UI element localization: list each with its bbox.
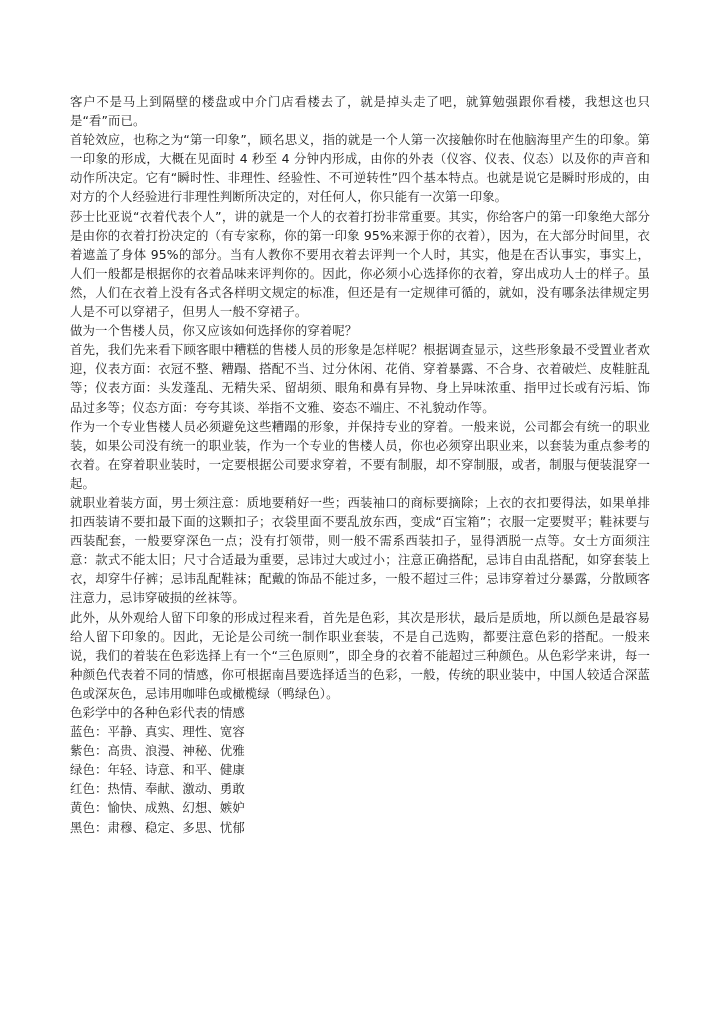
color-item-green: 绿色：年轻、诗意、和平、健康 — [70, 762, 245, 778]
color-item-purple: 紫色：高贵、浪漫、神秘、优雅 — [70, 743, 245, 759]
color-item-red: 红色：热情、奉献、激动、勇敢 — [70, 781, 245, 797]
paragraph-shakespeare-clothing: 莎士比亚说“衣着代表个人”，讲的就是一个人的衣着打扮非常重要。其实，你给客户的第一印象绝大部分是由你的衣着打扮决定的（有专家称，你的第一印象 95%来源于你的衣着），因为，在大部分时间里，衣着遮盖了身体 95%的部分。当有人教你不要用衣着去评判一个人时，其实，他是在否认事实，事实上，人们一般都是根据你的衣着品味来评判你的。因此，你必须小心选择你的衣着，穿出成功人士的样子。虽然，人们在衣着上没有各式各样明文规定的标准，但还是有一定规律可循的，就如，没有哪条法律规定男人是不可以穿裙子，但男人一般不穿裙子。 — [70, 208, 650, 320]
paragraph-dress-rules: 就职业着装方面，男士须注意：质地要稍好一些；西装袖口的商标要摘除；上衣的衣扣要得法，如果单排扣西装请不要扣最下面的这颗扣子；衣袋里面不要乱放东西，变成“百宝箱”；衣服一定要熨平；鞋袜要与西装配套，一般要穿深色一点；没有打领带，则一般不需系西装扣子，显得洒脱一点等。女士方面须注意：款式不能太旧；尺寸合适最为重要，忌讳过大或过小；注意正确搭配，忌讳自由乱搭配，如穿套装上衣，却穿牛仔裤；忌讳乱配鞋袜；配戴的饰品不能过多，一般不超过三件；忌讳穿着过分暴露，分散顾客注意力，忌讳穿破损的丝袜等。 — [70, 494, 650, 606]
color-emotion-list — [70, 722, 650, 837]
color-item-yellow: 黄色：愉快、成熟、幻想、嫉妒 — [70, 800, 245, 816]
paragraph-professional-attire: 作为一个专业售楼人员必须避免这些糟蹋的形象，并保持专业的穿着。一般来说，公司都会有统一的职业装，如果公司没有统一的职业装，作为一个专业的售楼人员，你也必须穿出职业来，以套装为重点参考的衣着。在穿着职业装时，一定要根据公司要求穿着，不要有制服，却不穿制服，或者，制服与便装混穿一起。 — [70, 418, 650, 491]
paragraph-color-matching: 此外，从外观给人留下印象的形成过程来看，首先是色彩，其次是形状，最后是质地，所以颜色是最容易给人留下印象的。因此，无论是公司统一制作职业套装，不是自己选购，都要注意色彩的搭配。一般来说，我们的着装在色彩选择上有一个“三色原则”，即全身的衣着不能超过三种颜色。从色彩学来讲，每一种颜色代表着不同的情感，你可根据南昌要选择适当的色彩，一般，传统的职业装中，中国人较适合深蓝色或深灰色，忌讳用咖啡色或橄榄绿（鸭绿色）。 — [70, 609, 650, 701]
color-item-black: 黑色：肃穆、稳定、多思、忧郁 — [70, 819, 245, 835]
paragraph-first-impression: 首轮效应，也称之为“第一印象”，顾名思义，指的就是一个人第一次接触你时在他脑海里产生的印象。第一印象的形成，大概在见面时 4 秒至 4 分钟内形成，由你的外表（仪容、仪表、仪态）以及你的声音和动作所决定。它有“瞬时性、非理性、经验性、不可逆转性”四个基本特点。也就是说它是瞬时形成的，由对方的个人经验进行非理性判断所决定的，对任何人，你只能有一次第一印象。 — [70, 132, 650, 205]
color-item-blue: 蓝色：平静、真实、理性、宽容 — [70, 724, 245, 740]
color-section-heading: 色彩学中的各种色彩代表的情感 — [70, 705, 245, 720]
paragraph-question-how-to-dress: 做为一个售楼人员，你又应该如何选择你的穿着呢？ — [70, 323, 358, 339]
paragraph-customer-leaves: 客户不是马上到隔壁的楼盘或中介门店看楼去了，就是掉头走了吧，就算勉强跟你看楼，我想这也只是“看”而已。 — [70, 94, 650, 129]
document-page — [70, 92, 650, 837]
paragraph-bad-image: 首先，我们先来看下顾客眼中糟糕的售楼人员的形象是怎样呢？根据调查显示，这些形象最不受置业者欢迎，仪表方面：衣冠不整、糟蹋、搭配不当、过分休闲、花俏、穿着暴露、不合身、衣着破烂、皮鞋脏乱等；仪表方面：头发蓬乱、无精失采、留胡须、眼角和鼻有异物、身上异味浓重、指甲过长或有污垢、饰品过多等；仪态方面：夸夸其谈、举指不文雅、姿态不端庄、不礼貌动作等。 — [70, 342, 650, 415]
